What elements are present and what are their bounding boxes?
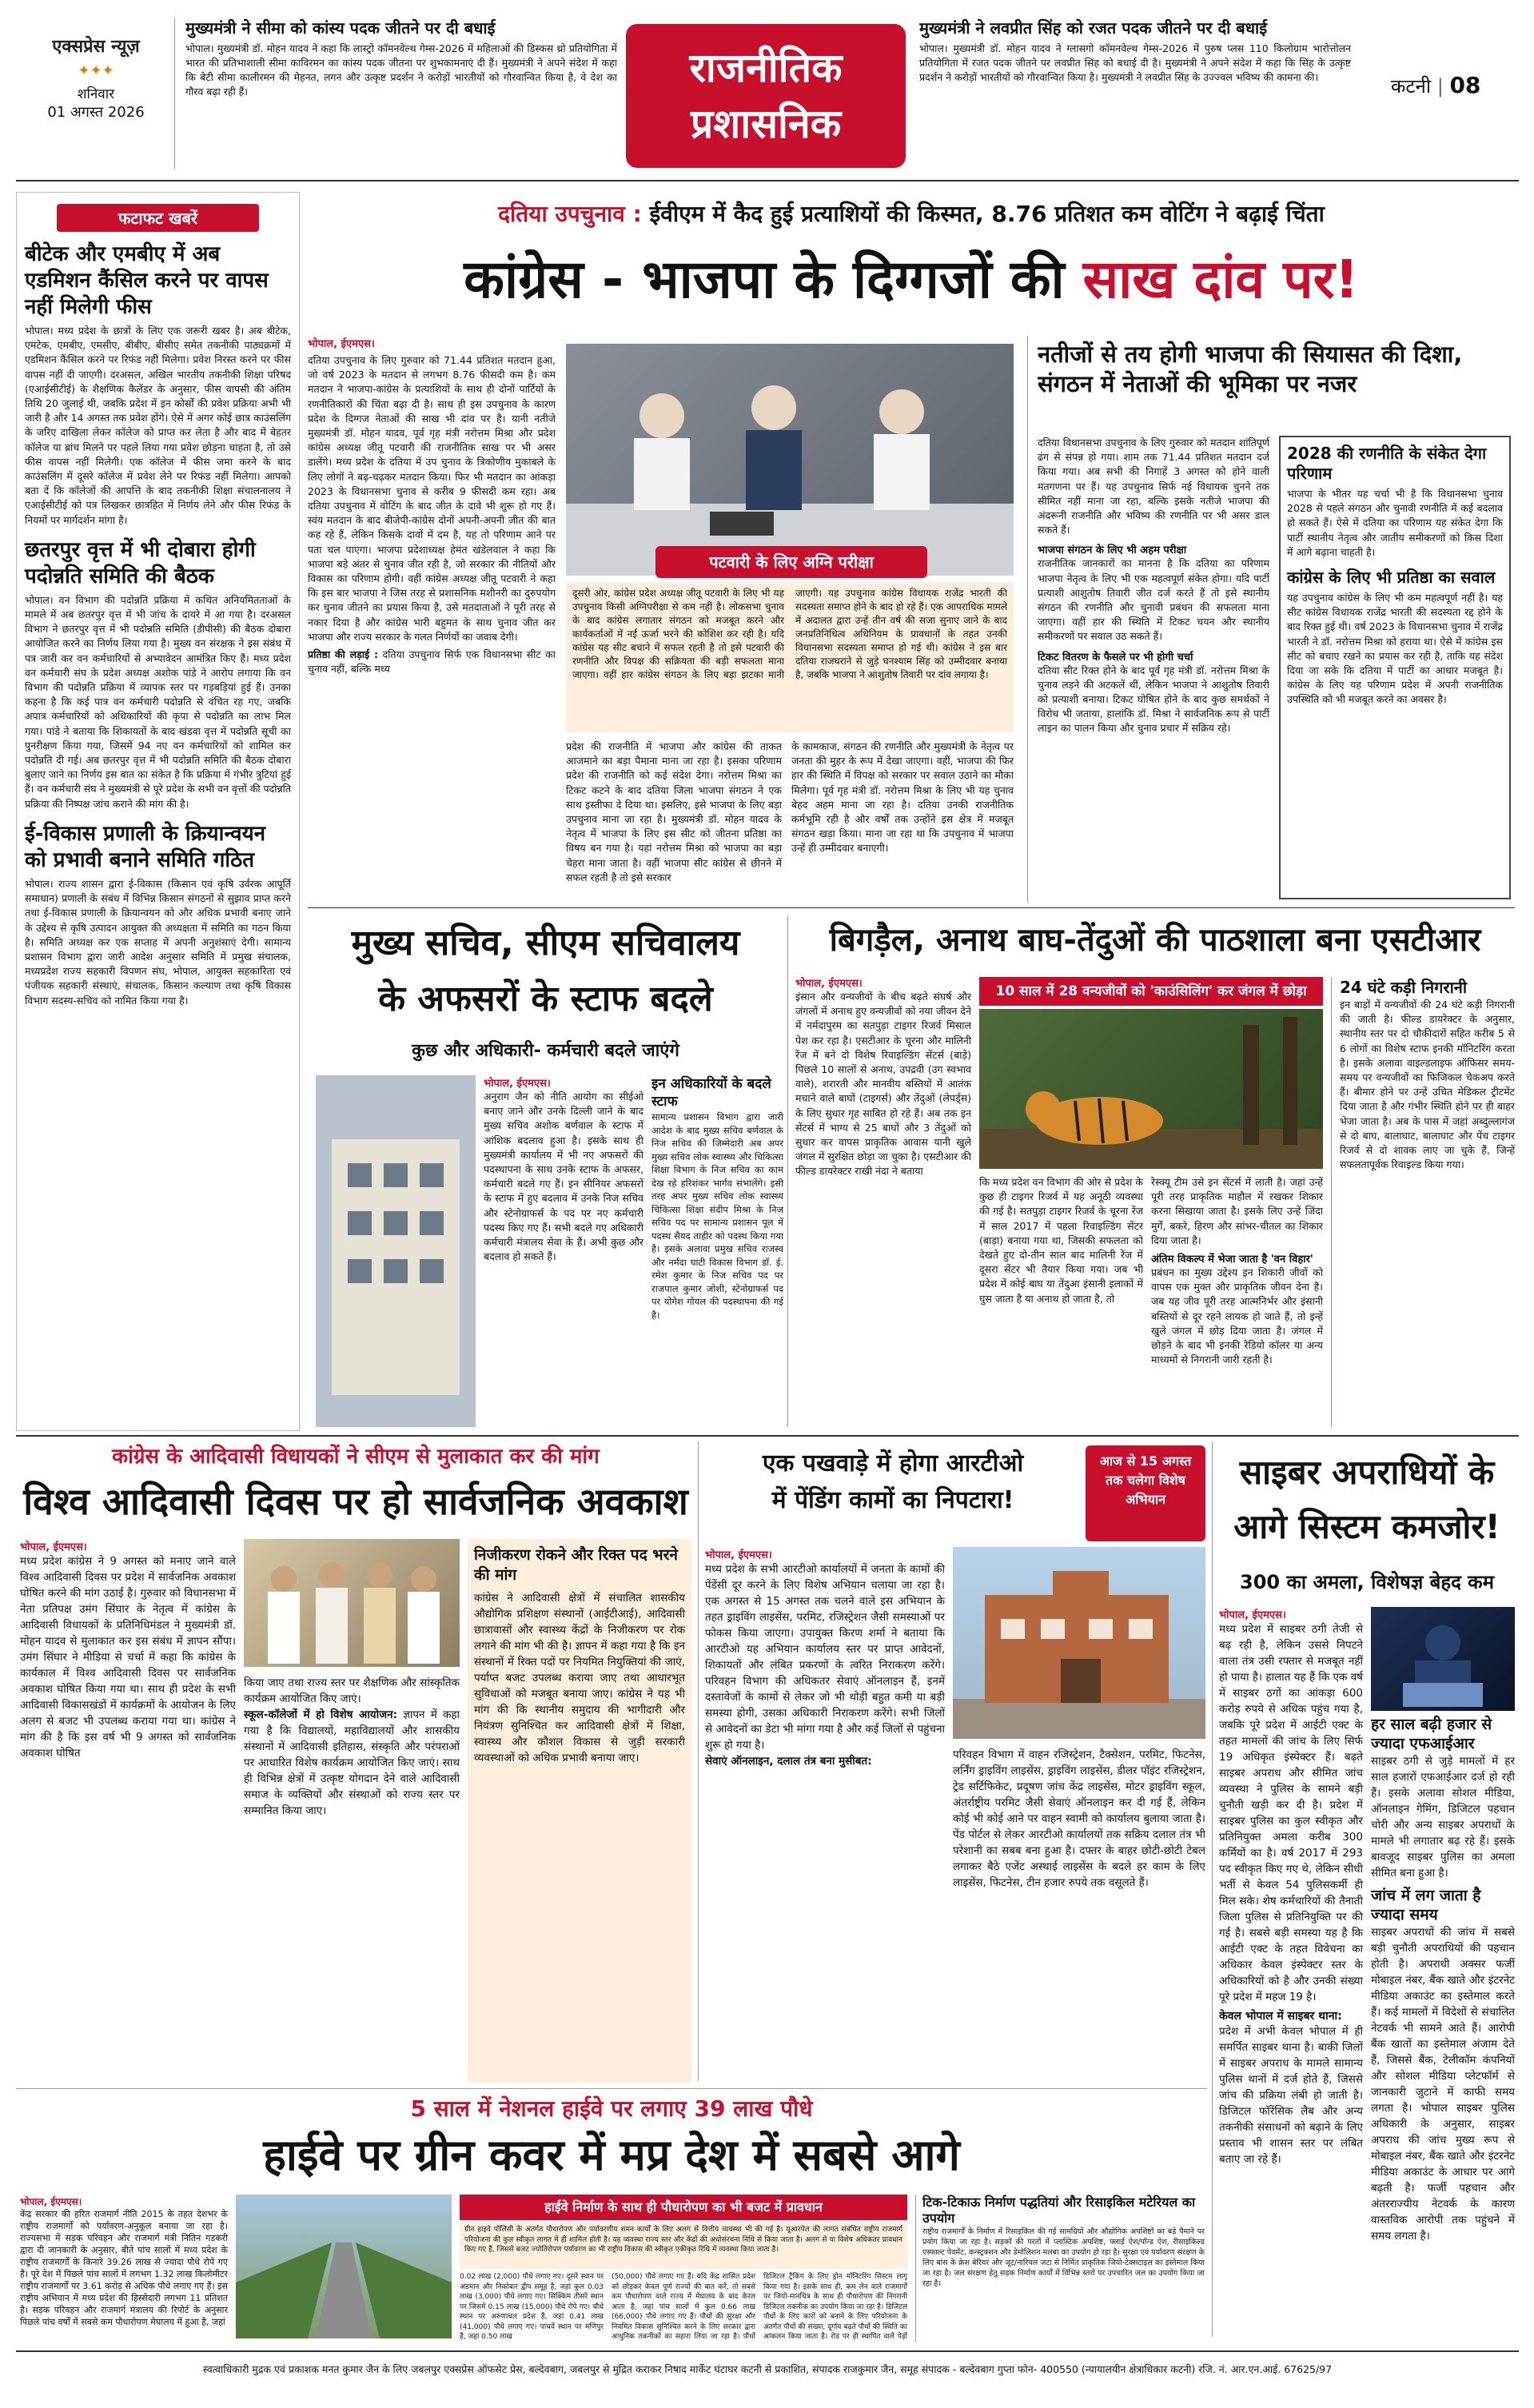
rto-text-1: मध्य प्रदेश के सभी आरटीओ कार्यालयों में जनता के कामों की पेंडेंसी दूर करने के लिए विशेष अभियान चलाया जा रहा है। एक अगस्त से 15 अगस्त तक चलने वाले इस अभियान के तहत ड्राइविंग लाइसेंस, परमिट, रजिस्ट्रेशन जैसी समस्याओं पर फोकस किया जाएगा। उपायुक्त किरण शर्मा ने बताया कि आरटीओ यह अभियान कार्यालय स्तर पर प्राप्त आवेदनों, शिकायतों और लंबित प्रकरणों के त्वरित निराकरण करेंगे। परिवहन विभाग की अधिकतर सेवाएं ऑनलाइन हैं, इनमें दस्तावेजों के कामों से लेकर जो भी थोड़ी बहुत कमी या बड़ी समस्या होगी, उसका अधिकारी निराकरण करेंगे। सभी जिलों से आवेदनों का डेटा भी मांगा गया है और कई जिलों से पहुंचना शुरू हो गया है। <box>705 1563 945 1752</box>
tribal-dateline: भोपाल, ईएमएस। <box>20 1541 87 1553</box>
brand-ornament: ✦✦✦ <box>78 62 114 79</box>
analysis-text-3: दतिया सीट रिक्त होने के बाद पूर्व गृह मंत्री डॉ. नरोत्तम मिश्रा के चुनाव लड़ने की अटकलें थीं, लेकिन भाजपा ने आशुतोष तिवारी को प्रत्याशी बनाया। टिकट घोषित होने के बाद कुछ समर्थकों ने विरोध भी जताया, हालांकि डॉ. मिश्रा ने सार्वजनिक रूप से पार्टी लाइन का पालन किया और चुनाव प्रचार में सक्रिय रहे। <box>1038 664 1269 735</box>
lead-subhead: प्रतिष्ठा की लड़ाई : <box>308 648 378 661</box>
highway-box-2-text: राष्ट्रीय राजमार्गों के निर्माण में रिसाइकिल की गई सामग्रियों और औद्योगिक अपशिष्टों का बड़े पैमाने पर प्रयोग किया जा रहा है। सड़कों की परतों में प्लास्टिक अपशिष्ट, फ्लाई ऐश/पॉन्ड ऐश, रीसाइकिल्ड एस्फाल्ट पेवमेंट, कन्स्ट्रक्शन और डेमोलिशन मलबा का उपयोग हो रहा है। सुरक्षा एवं पर्यावरण संरक्षण के लिए बांस के क्रेश बेरियर और जूट/नारियल जटा से निर्मित प्राकृतिक जियो-टेक्सटाइल का इस्तेमाल किया जा रहा है। जल संरक्षण हेतु सड़क निर्माण कार्यों में विभिन्न स्तरों पर उपचारित जल का उपयोग किया जा रहा है। <box>922 2227 1205 2288</box>
highway-dateline: भोपाल, ईएमएस। <box>20 2196 82 2207</box>
highway-text-1: केंद्र सरकार की हरित राजमार्ग नीति 2015 के तहत देशभर के राष्ट्रीय राजमार्गों को पर्यावरण-अनुकूल बनाया जा रहा है। राज्यसभा में सड़क परिवहन और राजमार्ग मंत्री नितिन गडकरी द्वारा दी जानकारी के अनुसार, बीते पांच सालों में मध्य प्रदेश के राष्ट्रीय राजमार्गों के किनारे 39.26 लाख से ज्यादा पौधे रोपे गए हैं। पूरे देश में पिछले पांच सालों में लगभग 1.32 लाख किलोमीटर राष्ट्रीय राजमार्गों पर 3.61 करोड़ से अधिक पौधे लगाए गए हैं। इस राष्ट्रीय अभियान में मध्य प्रदेश की हिस्सेदारी लगभग 11 प्रतिशत है। सड़क परिवहन और राजमार्ग मंत्रालय की रिपोर्ट के अनुसार पिछले पांच वर्षों में सबसे कम पौधारोपण मेघालय में हुआ है, जहां <box>20 2209 228 2327</box>
highway-photo <box>236 2195 452 2338</box>
analysis-box <box>1279 436 1511 899</box>
rto-badge: आज से 15 अगस्त तक चलेगा विशेष अभियान <box>1086 1445 1205 1541</box>
cyber-text-1: मध्य प्रदेश में साइबर ठगी तेजी से बढ़ रही है, लेकिन उससे निपटने वाला तंत्र उसी रफ्तार से मजबूत नहीं हो पाया है। हालात यह हैं कि एक वर्ष में साइबर ठगों का आंकड़ा 600 करोड़ रुपये से अधिक पहुंच गया है, जबकि पूरे प्रदेश में आईटी एक्ट के तहत मामलों की जांच के लिए सिर्फ 19 अधिकृत इंस्पेक्टर हैं। बढ़ते साइबर अपराध और सीमित जांच व्यवस्था ने पुलिस के सामने बड़ी चुनौती खड़ी कर दी है। प्रदेश में साइबर पुलिस का कुल स्वीकृत और प्रतिनियुक्त अमला करीब 300 कर्मियों का है। वर्ष 2017 में 293 पद स्वीकृत किए गए थे, लेकिन सीधी भर्ती से केवल 54 पुलिसकर्मी ही मिल सके। शेष कर्मचारियों की तैनाती जिला पुलिस से प्रतिनियुक्ति पर की गई है। सबसे बड़ी समस्या यह है कि आईटी एक्ट के तहत विवेचना का अधिकार केवल इंस्पेक्टर स्तर के अधिकारियों को है और उनकी संख्या पूरे प्रदेश में महज 19 है। <box>1219 1623 1363 2003</box>
tribal-subhead: स्कूल-कॉलेजों में हो विशेष आयोजन: <box>244 1708 398 1721</box>
sidebar-story-3-title: ई-विकास प्रणाली के क्रियान्वयन को प्रभावी बनाने समिति गठित <box>25 821 266 872</box>
cyber-deck: 300 का अमला, विशेषज्ञ बेहद कम <box>1240 1571 1494 1593</box>
page-number: 08 <box>1449 72 1481 98</box>
tiger-text-1: इंसान और वन्यजीवों के बीच बढ़ते संघर्ष और जंगलों में अनाथ हुए वन्यजीवों को नया जीवन देने में नर्मदापुरम का सतपुड़ा टाइगर रिजर्व मिसाल पेश कर रहा है। एसटीआर के चूरना और मालिनी रेंज में बने दो विशेष रिवाइल्डिंग सेंटर्स (बाड़े) पिछले 10 सालों से अनाथ, उपद्रवी (उग स्वभाव वाले), शरारती और मानवीय बस्तियों में आतंक मचाने वाले बाघों (टाइगर्स) और तेंदुओं (लेपर्ड्स) के लिए सुधार गृह साबित हो रहे हैं। अब तक इन सेंटर्स में भाग्य से 25 बाघों और 3 तेंदुओं को सुधार कर वापस प्राकृतिक आवास यानी खुले जंगल में सुरक्षित छोड़ा जा चुका है। एसटीआर की फील्ड डायरेक्टर राखी नंदा ने बताया <box>795 991 971 1178</box>
lead-dateline: भोपाल, ईएमएस। <box>308 338 375 350</box>
lead-kicker-text: ईवीएम में कैद हुई प्रत्याशियों की किस्मत, 8.76 प्रतिशत कम वोटिंग ने बढ़ाई चिंता <box>649 201 1325 227</box>
secretariat-building-illustration <box>316 1075 476 1427</box>
section-line-1: राजनीतिक <box>689 45 843 91</box>
masthead-right-title: मुख्यमंत्री ने लवप्रीत सिंह को रजत पदक जीतने पर दी बधाई <box>919 18 1268 38</box>
highway-illustration <box>236 2195 452 2338</box>
tiger-sidebox-text: इन बाड़ों में वन्यजीवों की 24 घंटे कड़ी निगरानी की जाती है। फील्ड डायरेक्टर के अनुसार, स्थानीय स्तर पर दो चौकीदारों सहित करीब 5 से 6 लोगों का विशेष स्टाफ इनकी मॉनिटरिंग करता है। इसके अलावा वाइल्डलाइफ ऑफिसर समय-समय पर वन्यजीवों का फिजिकल चेकअप करते हैं। बीमार होने पर उन्हें उचित मेडिकल ट्रीटमेंट दिया जाता है और गंभीर स्थिति होने पर ही बाहर भेजा जाता है। अब के पास में जहां अब्दुल्लागंज से दो बाघ, बालाघाट, बालाघाट और पेंच टाइगर रिजर्व से दो शावक लाए जा चुके हैं, जिन्हें सफलतापूर्वक रिवाइल्ड किया गया। <box>1340 999 1515 1171</box>
highway-column-1 <box>20 2195 228 2342</box>
masthead-left-text: भोपाल। मुख्यमंत्री डॉ. मोहन यादव ने कहा कि लास्ट्रो कॉमनवेल्थ गेम्स-2026 में महिलाओं की डिस्कस थ्रो प्रतियोगिता में भारत की प्रतिभाशाली सीमा काविरमन का कांस्य पदक जीतना पर शुभकामनाएं दी हैं। मुख्यमंत्री ने अपने संदेश में कहा कि बेटी सीमा कालीरमन की मेहनत, लगन और उत्कृष्ट प्रदर्शन ने करोड़ों भारतीयों को गौरवान्वित किया है, वे देश का गौरव बढ़ा रही हैं। <box>185 42 617 98</box>
tiger-subhead: अंतिम विकल्प में भेजा जाता है 'वन विहार' <box>1151 1254 1313 1266</box>
tiger-column-3 <box>1151 1175 1323 1427</box>
lead-column-1-text: दतिया उपचुनाव के लिए गुरुवार को 71.44 प्रतिशत मतदान हुआ, जो वर्ष 2023 के मतदान से लगभग 8.76 फीसदी कम है। कम मतदान ने भाजपा-कांग्रेस के प्रत्याशियों के साथ ही दोनों पार्टियों के रणनीतिकारों की चिंता बढ़ा दी है। साथ ही इस उपचुनाव के कारण प्रदेश के दिग्गज नेताओं की साख भी दांव पर है। यानी नतीजे मुख्यमंत्री डॉ. मोहन यादव, पूर्व गृह मंत्री नरोत्तम मिश्रा और प्रदेश कांग्रेस अध्यक्ष जीतू पटवारी की राजनीतिक साख पर भी असर डालेंगे। मध्य प्रदेश के दतिया में उप चुनाव के त्रिकोणीय मुकाबले के लिए लोगों ने बढ़-चढ़कर मतदान किया। फिर भी मतदान का आंकड़ा 2023 के विधानसभा चुनाव से करीब 9 फीसदी कम रहा। अब दतिया उपचुनाव में वोटिंग के बाद जीत के दावे भी शुरू हो गए हैं। स्वंय मतदान के बाद बीजेपी-कांग्रेस दोनों अपनी-अपनी जीत की बात कह रहे हैं, लेकिन किसके दावों में दम है, यह तो परिणाम आने पर पता चल पाएगा। भाजपा प्रदेशाध्यक्ष हेमंत खंडेलवाल ने कहा कि भाजपा बड़े अंतर से चुनाव जीत रही है, जो सरकार की नीतियों और विकास का परिणाम होगी। वहीं कांग्रेस अध्यक्ष जीतू पटवारी ने कहा कि इस बार भाजपा ने जिस तरह से प्रशासनिक मशीनरी का दुरुपयोग कर चुनाव जीतने का प्रयास किया है, उसे मतदाताओं ने पूरी तरह से नकार दिया है और कांग्रेस भारी बहुमत के साथ चुनाव जीत कर भाजपा और राज्य सरकार के गलत निर्णयों का जवाब देगी। <box>308 354 556 643</box>
highway-column-4 <box>763 2272 907 2342</box>
masthead-right-text: भोपाल। मुख्यमंत्री डॉ. मोहन यादव ने ग्लासगो कॉमनवेल्थ गेम्स-2026 में पुरुष प्लस 110 किलोग्राम भारोत्तोलन प्रतियोगिता में रजत पदक जीतने पर लवप्रीत सिंह को बधाई दी है। मुख्यमंत्री ने अपने संदेश में कहा कि सिंह के उत्कृष्ट प्रदर्शन ने करोड़ों भारतीयों को गौरवान्वित किया है। मुख्यमंत्री ने लवप्रीत सिंह के उज्ज्वल भविष्य की कामना की। <box>919 42 1351 83</box>
tiger-sidebox <box>1331 977 1515 1427</box>
cyber-column-1 <box>1219 1607 1363 2334</box>
lead-headline <box>304 240 1519 328</box>
staff-dateline: भोपाल, ईएमएस। <box>484 1078 551 1090</box>
rto-dateline: भोपाल, ईएमएस। <box>705 1549 772 1561</box>
section-line-2: प्रशासनिक <box>690 101 842 147</box>
rto-column-2 <box>953 1747 1205 2083</box>
lead-subhead-text: दतिया उपचुनाव सिर्फ एक विधानसभा सीट का चुनाव नहीं, बल्कि मध्य <box>308 648 556 676</box>
sidebar-story-1-text: भोपाल। मध्य प्रदेश के छात्रों के लिए एक जरूरी खबर है। अब बीटेक, एमटेक, एमबीए, एमसीए, बीबीए, बीसीए समेत तकनीकी पाठ्यक्रमों में एडमिशन कैंसिल करने पर रिफंड नहीं मिलेगा। प्रवेश निरस्त करने पर फीस वापस नहीं दी जाएगी। दरअसल, अखिल भारतीय तकनीकी शिक्षा परिषद (एआईसीटीई) के शैक्षणिक कैलेंडर के अनुसार, फीस वापसी की अंतिम तिथि 20 जुलाई थी, जबकि प्रदेश में इन कोर्सों की प्रवेश प्रक्रिया अभी भी जारी है और 14 अगस्त तक प्रवेश होंगे। ऐसे में अगर कोई छात्र काउंसलिंग के जरिए दाखिला लेकर कॉलेज को प्राप्त कर लेता है और बाद में बेहतर कॉलेज या ब्रांच मिलने पर पहले लिया गया प्रवेश छोड़ना चाहता है, तो उसे फीस वापस नहीं मिलेगी। एक कॉलेज में फीस जमा करने के बाद काउंसलिंग में दूसरे कॉलेज में प्रवेश लेने पर रिफंड नहीं मिलेगा। आपको बता दें कि कॉलेजों की आपत्ति के बाद तकनीकी शिक्षा संचालनालय ने एआईसीटीई को पत्र लिखकर छात्रहित में निर्णय लेने और फीस रिफंड के नियमों पर मार्गदर्शन मांगा है। <box>25 325 291 526</box>
highway-headline: हाईवे पर ग्रीन कवर में मप्र देश में सबसे आगे <box>263 2130 960 2180</box>
highway-box-text: ग्रीन हाइवे पॉलिसी के अंतर्गत पौधारोपण और पर्यावरणीय शमन कार्यों के लिए अलग से वित्तीय व्यवस्था भी की गई है। यूआरपेल की लागत संबंधित राष्ट्रीय राजमार्ग परियोजना की कुल स्वीकृत लागत में ही शामिल होती है। यह व्यवस्था राज्य स्तर और केंद्रों की अधोसंरचना निधि से किया जाता है। अलग से या विशेष अधिकतर प्रावधान किए गए हैं, जिससे बजट ज्योतिरोपण पर्यावरण का भी राष्ट्रीय विकास की स्वीकृत एकीकृत रिथि में व्यवस्था किया जाता है। <box>464 2226 902 2254</box>
staff-text-1: अनुराग जैन को नीति आयोग का सीईओ बनाए जाने और उनके दिल्ली जाने के बाद मुख्य सचिव अशोक बर्णवाल के स्टाफ में आंशिक बदलाव हुआ है। इसके साथ ही मुख्यमंत्री कार्यालय में भी नए अफसरों की पदस्थापना के साथ उनके स्टाफ के अफसर, कर्मचारी बदले गए हैं। इन सीनियर अफसरों के स्टाफ में हुए बदलाव में उनके निज सचिव और स्टेनोग्राफर्स के पद पर नए कर्मचारी पदस्थ किए गए हैं। सभी बदले गए अधिकारी कर्मचारी मंत्रालय सेवा के हैं। अभी कुछ और बदलाव हो सकते हैं। <box>484 1090 643 1263</box>
sidebar-story-1-title: बीटेक और एमबीए में अब एडमिशन कैंसिल करने पर वापस नहीं मिलेगी फीस <box>25 242 269 319</box>
cyber-side-subhead: जांच में लग जाता है ज्यादा समय <box>1371 1887 1481 1924</box>
cyber-photo-caption: हर साल बढ़ी हजार से ज्यादा एफआईआर <box>1371 1716 1492 1752</box>
staff-column-1 <box>484 1075 643 1427</box>
analysis-column <box>1038 436 1269 899</box>
lead-photo-illustration <box>566 344 1014 576</box>
cyber-headline: साइबर अपराधियों के आगे सिस्टम कमजोर! <box>1233 1453 1500 1546</box>
highway-box-2-title: टिक-टिकाऊ निर्माण पद्धतियां और रिसाइकिल मटेरियल का उपयोग <box>922 2195 1196 2226</box>
sidebar-label: फटाफट खबरें <box>57 204 259 232</box>
lead-photo-caption: पटवारी के लिए अग्नि परीक्षा <box>655 546 927 578</box>
staff-column-2 <box>651 1075 783 1427</box>
cyber-sidebox <box>1371 1715 1515 2334</box>
highway-box-2 <box>915 2195 1205 2342</box>
lead-column-3 <box>566 740 782 899</box>
analysis-headline: नतीजों से तय होगी भाजपा की सियासत की दिशा, संगठन में नेताओं की भूमिका पर नजर <box>1038 341 1463 397</box>
cyber-text-2: प्रदेश में अभी केवल भोपाल में ही समर्पित साइबर थाना है। बाकी जिलों में साइबर अपराध के मामले सामान्य पुलिस थानों में दर्ज होते हैं, जिससे जांच की प्रक्रिया लंबी हो जाती है। डिजिटल फॉरेंसिक लैब और अन्य तकनीकी संसाधनों को बढ़ाने के लिए प्रस्ताव भी शासन स्तर पर लंबित बताए जा रहे हैं। <box>1219 2025 1363 2166</box>
lead-column-4 <box>791 740 1014 899</box>
analysis-box-subhead: कांग्रेस के लिए भी प्रतिष्ठा का सवाल <box>1287 568 1496 588</box>
rto-photo <box>953 1547 1205 1739</box>
lead-box <box>566 582 1014 732</box>
lead-kicker <box>320 196 1503 236</box>
tiger-dateline: भोपाल, ईएमएस। <box>795 978 863 990</box>
tribal-box <box>468 1539 691 2083</box>
lead-column-3-text: प्रदेश की राजनीति में भाजपा और कांग्रेस की ताकत आजमाने का बड़ा पैमाना माना जा रहा है। इसका परिणाम प्रदेश की राजनीति को कई संदेश देगा। नरोत्तम मिश्रा का टिकट कटने के बाद दतिया जिला भाजपा संगठन ने एक साथ इस्तीफा दे दिया था। इसलिए, इसे भाजपा के लिए बड़ा उपचुनाव माना जा रहा है। मुख्यमंत्री डॉ. मोहन यादव के नेतृत्व में भाजपा के लिए इस सीट को जीतना प्रतिष्ठा का विषय बन गया है। यहां नरोत्तम मिश्रा को भाजपा का बड़ा चेहरा माना जाता है। वहीं भाजपा सीट कांग्रेस से छीनने में सफल रहती है तो इसे सरकार <box>566 740 782 883</box>
highway-text-3: (50,000) पौधे लगाए गए हैं। यदि केंद्र शासित प्रदेश को छोड़कर केवल पूर्ण राज्यों की बात करें, तो सबसे कम पौधारोपण वाले राज्य में मेघालय के बाद केरल आता है, जहां पांच सालों में कुल 0.66 लाख (66,000) पौधे लगाए गए हैं। पौधों की सुरक्षा और नियमित विकास सुनिश्चित करने के लिए सरकार द्वारा आधुनिक तकनीकों का सहारा लिया जा रहा है। पौधों <box>612 2273 755 2341</box>
lead-photo <box>566 344 1014 576</box>
tribal-text-1: मध्य प्रदेश कांग्रेस ने 9 अगस्त को मनाए जाने वाले विश्व आदिवासी दिवस पर प्रदेश में सार्वजनिक अवकाश घोषित करने की मांग उठाई है। गुरुवार को विधानसभा में नेता प्रतिपक्ष उमंग सिंघार के नेतृत्व में कांग्रेस के आदिवासी विधायकों के प्रतिनिधिमंडल ने मुख्यमंत्री डॉ. मोहन यादव से मुलाकात कर इस संबंध में ज्ञापन सौंपा। उमंग सिंघार ने मीडिया से चर्चा में कहा कि कांग्रेस के कार्यकाल में विश्व आदिवासी दिवस पर सार्वजनिक अवकाश घोषित किया गया था। साथ ही प्रदेश के सभी आदिवासी विकासखंडों में कार्यक्रमों के आयोजन के लिए अलग से बजट भी उपलब्ध कराया गया था। कांग्रेस ने मांग की है कि इस वर्ष भी 9 अगस्त को सार्वजनिक अवकाश घोषित <box>20 1555 236 1760</box>
issue-day: शनिवार <box>77 86 115 102</box>
tiger-headline: बिगड़ैल, अनाथ बाघ-तेंदुओं की पाठशाला बना एसटीआर <box>829 922 1481 959</box>
issue-date: 01 अगस्त 2026 <box>47 104 145 121</box>
section-label <box>626 24 906 168</box>
cyber-dateline: भोपाल, ईएमएस। <box>1219 1609 1286 1621</box>
delegation-illustration <box>244 1539 460 1667</box>
rto-headline: एक पखवाड़े में होगा आरटीओ में पेंडिंग कामों का निपटारा! <box>762 1449 1024 1514</box>
rto-text-2: परिवहन विभाग में वाहन रजिस्ट्रेशन, टैक्सेशन, परमिट, फिटनेस, लर्निंग ड्राइविंग लाइसेंस, ड्राइविंग लाइसेंस, डीलर पॉइंट रजिस्ट्रेशन, ट्रेड सर्टिफिकेट, प्रदूषण जांच केंद्र लाइसेंस, मोटर ड्राइविंग स्कूल, अंतर्राष्ट्रीय परमिट जैसी सेवाएं ऑनलाइन कर दी गई हैं, लेकिन कोई भी कोई आने पर वाहन स्वामी को कार्यालय बुलाया जाता है। पेंड पोर्टल से लेकर आरटीओ कार्यालयों तक सक्रिय दलाल तंत्र भी परेशानी का सबब बना हुआ है। दफ्तर के बाहर छोटी-छोटी टेबल लगाकर बैठे एजेंट अस्थाई लाइसेंस के बदले हर काम के लिए लाइसेंस, फिटनेस, टीन हजार रुपये तक वसूलते हैं। <box>953 1748 1205 1889</box>
tiger-sidebox-title: 24 घंटे कड़ी निगरानी <box>1340 978 1468 997</box>
highway-text-2: 0.02 लाख (2,000) पौधे लगाए गए। दूसरे स्थान पर अंडमान और निकोबार द्वीप समूह है, जहां कुल 0.03 लाख (3,000) पौधे लगाए गए। सिक्किम तीसरे स्थान पर जिसमें 0.15 लाख (15,000) पौधे रोपे गए। चौथे स्थान पर अरुणाचल प्रदेश है, जहां 0.41 लाख (41,000) पौधे लगाए गए। पांचवें स्थान पर मणिपुर है, जहां 0.50 लाख <box>460 2273 604 2341</box>
sidebar-story-2-title: छतरपुर वृत्त में भी दोबारा होगी पदोन्नति समिति की बैठक <box>25 537 256 588</box>
staff-text-2: सामान्य प्रशासन विभाग द्वारा जारी आदेश के बाद मुख्य सचिव बर्णवाल के निज सचिव की जिम्मेदारी अब अपर मुख्य सचिव लोक स्वास्थ्य और चिकित्सा शिक्षा विभाग के निज सचिव का काम देख रहे हरिशंकर भार्गव संभालेंगे। इसी तरह अपर मुख्य सचिव लोक स्वास्थ्य चिकित्सा शिक्षा संदीप मिश्रा के निज सचिव पद पर सामान्य प्रशासन पूल में पदस्थ सैयद ताहीर को पदस्थ किया गया है। इसके अलावा प्रमुख सचिव राजस्व और नर्मदा घाटी विकास विभाग डॉ. ई. रमेश कुमार के निज सचिव पद पर राजपाल कुमार जोशी, स्टेनोग्राफर्स पद पर योगेश गोयल की पदस्थापना की गई है। <box>651 1111 783 1321</box>
analysis-box-text: भाजपा के भीतर यह चर्चा भी है कि विधानसभा चुनाव 2028 से पहले संगठन और चुनावी रणनीति में कई बदलाव हो सकते हैं। ऐसे में दतिया का परिणाम यह संकेत देगा कि पार्टी स्थानीय नेतृत्व और जातीय समीकरणों को किस दिशा में आगे बढ़ाना चाहती है। <box>1287 488 1503 558</box>
tiger-text-3: रेस्क्यू टीम उसे इन सेंटर्स में लाती है। जहां उन्हें पूरी तरह प्राकृतिक माहौल में रखकर शिकार करना सिखाया जाता है। इसके लिए उन्हें जिंदा मुर्गे, बकरे, हिरण और सांभर-चीतल का शिकार दिया जाता है। <box>1151 1176 1323 1246</box>
tiger-column-1 <box>795 975 971 1427</box>
imprint-line: स्वत्वाधिकारी मुद्रक एवं प्रकाशक मनत कुमार जैन के लिए जबलपुर एक्सप्रेस ऑफसेट प्रेस, बल्देवबाग, जबलपुर से मुद्रित कराकर निषाद मार्केट घंटाघर कटनी से प्रकाशित, संपादक राजकुमार जैन, समूह संपादक - बल्देवबाग गुप्ता फोन- 400550 (न्यायालयीन क्षेत्राधिकार कटनी) रजि. नं. आर.एन.आई. 67625/97 <box>202 2363 1333 2375</box>
tiger-column-2 <box>979 1175 1143 1427</box>
highway-column-2 <box>460 2272 604 2342</box>
brand-name: एक्सप्रेस न्यूज़ <box>52 37 140 57</box>
tiger-text-4: प्रबंधन का मुख्य उद्देश्य इन शिकारी जीवों को वापस एक मुक्त और प्राकृतिक जीवन देना है। जब यह जीव पूरी तरह आत्मनिर्भर और इंसानी बस्तियों से दूर रहने लायक हो जाते हैं, तो इन्हें खुले जंगल में छोड़ दिया जाता है। जंगल में छोड़ने के बाद भी इनकी रेडियो कॉलर या अन्य माध्यमों से निगरानी जारी रहती है। <box>1151 1266 1323 1366</box>
tribal-text-2: किया जाए तथा राज्य स्तर पर शैक्षणिक और सांस्कृतिक कार्यक्रम आयोजित किए जाएं। <box>244 1676 460 1705</box>
lead-headline-part-1: कांग्रेस - भाजपा के दिग्गजों की <box>464 249 1065 310</box>
cyber-subhead: केवल भोपाल में साइबर थाना: <box>1219 2010 1342 2023</box>
page-meta: कटनी | 08 <box>1391 72 1481 98</box>
tiger-photo <box>979 1009 1323 1169</box>
cyber-photo <box>1371 1607 1515 1711</box>
city-name: कटनी <box>1391 75 1432 98</box>
analysis-subhead-1: भाजपा संगठन के लिए भी अहम परीक्षा <box>1038 544 1187 557</box>
tribal-text-3: ज्ञापन में कहा गया है कि विद्यालयों, महाविद्यालयों और शासकीय संस्थानों में आदिवासी इतिहास, संस्कृति और परंपराओं पर आधारित विशेष कार्यक्रम आयोजित किए जाएं। साथ ही विभिन्न क्षेत्रों में उत्कृष्ट योगदान देने वाले आदिवासी समाज के व्यक्तियों और संस्थाओं को राज्य स्तर पर सम्मानित किया जाए। <box>244 1708 460 1817</box>
tiger-text-2: कि मध्य प्रदेश वन विभाग की ओर से प्रदेश के कुछ ही टाइगर रिजर्व में यह अनूठी व्यवस्था की गई है। सतपुड़ा टाइगर रिजर्व के चूरना रेंज में साल 2017 में पहला रिवाइल्डिंग सेंटर (बाड़ा) बनाया गया था, जिसकी सफलता को देखते हुए दो-तीन साल बाद मालिनी रेंज में दूसरा सेंटर भी तैयार किया गया। जब भी प्रदेश में कोई बाघ या तेंदुआ इंसानी इलाकों में घुस जाता है या अनाथ हो जाता है, तो <box>979 1176 1143 1305</box>
staff-deck: कुछ और अधिकारी- कर्मचारी बदले जाएंगे <box>412 1041 679 1061</box>
highway-text-4: डिजिटल ट्रैकिंग के लिए ड्रोन मॉनिटरिंग सिस्टम लागू किया गया है। इसके साथ ही, कम लेन वाले राजमार्गों पर जियो-मानचित्र के साथ ही पौधारोपण की निगरानी डिजिटल तकनीक का उपयोग किया जा रहा है। डिजिटल पौधों के लिए कारों को बनाने के लिए परियोजना के अंतर्गत पौधों की संख्या, दूर्गाव बढ़ते पौधों की स्थिति का आंकलन किया जाता है। रोड पर ही स्थापित वाले पेड़ों <box>763 2273 907 2341</box>
highway-box <box>460 2223 907 2269</box>
tribal-photo <box>244 1539 460 1667</box>
tribal-column-2 <box>244 1675 460 2083</box>
tribal-kicker: कांग्रेस के आदिवासी विधायकों ने सीएम से मुलाकात कर की मांग <box>112 1445 600 1469</box>
lead-kicker-place: दतिया उपचुनाव : <box>498 201 642 227</box>
staff-photo <box>316 1075 476 1427</box>
tribal-box-title: निजीकरण रोकने और रिक्त पद भरने की मांग <box>474 1546 678 1584</box>
rto-column-1 <box>705 1547 945 2083</box>
masthead-brand <box>24 16 168 168</box>
rto-building-illustration <box>953 1547 1205 1739</box>
cyber-side-text: साइबर ठगी से जुड़े मामलों में हर साल हजारों एफआईआर दर्ज हो रही हैं। इसके अलावा सोशल मीडिया, ऑनलाइन गेमिंग, डिजिटल पहचान चोरी और अन्य साइबर अपराधों के मामले भी लगातार बढ़ रहे हैं। इसके बावजूद साइबर पुलिस का अमला सीमित बना हुआ है। <box>1371 1755 1515 1880</box>
lead-column-4-text: के कामकाज, संगठन की रणनीति और मुख्यमंत्री के नेतृत्व पर जनता की मुहर के रूप में देखा जाएगा। वहीं, भाजपा की फिर हार की स्थिति में विपक्ष को सरकार पर सवाल उठाने का मौका मिलेगा। पूर्व गृह मंत्री डॉ. नरोत्तम मिश्रा के लिए भी यह चुनाव बेहद अहम माना जा रहा है। दतिया उनकी राजनीतिक कर्मभूमि रही है और वर्षों तक उन्होंने इस क्षेत्र में मजबूत संगठन खड़ा किया। माना जा रहा था कि उपचुनाव में भाजपा उन्हें ही उम्मीदवार बनाएगी। <box>791 740 1014 855</box>
sidebar-story-3-text: भोपाल। राज्य शासन द्वारा ई-विकास (किसान एवं कृषि उर्वरक आपूर्ति समाधान) प्रणाली के संबंध में विभिन्न किसान संगठनों से सुझाव प्राप्त करने तथा ई-विकास प्रणाली के क्रियान्वयन को और अधिक प्रभावी बनाए जाने के उद्देश्य से कृषि उत्पादन आयुक्त की अध्यक्षता में समिति का गठन किया है। समिति अध्यक्ष कर एक सप्ताह में अपनी अनुशंसाएं देगी। सामान्य प्रशासन विभाग द्वारा जारी आदेश अनुसार समिति में प्रमुख संचालक, मध्यप्रदेश राज्य सहकारी विपणन संघ, भोपाल, आयुक्त सहकारिता एवं पंजीयक सहकारी संस्थाएं, संचालक, किसान कल्याण तथा कृषि विकास विभाग सदस्य-सचिव को नामित किया गया है। <box>25 877 291 1007</box>
lead-headline-part-2: साख दांव पर! <box>1082 249 1359 310</box>
staff-subhead: इन अधिकारियों के बदले स्टाफ <box>651 1076 771 1110</box>
masthead-left-title: मुख्यमंत्री ने सीमा को कांस्य पदक जीतने पर दी बधाई <box>185 18 496 38</box>
lead-box-text: दूसरी ओर, कांग्रेस प्रदेश अध्यक्ष जीतू पटवारी के लिए भी यह उपचुनाव किसी अग्निपरीक्षा से कम नहीं है। लोकसभा चुनाव के बाद कांग्रेस लगातार संगठन को मजबूत करने और कार्यकर्ताओं में नई ऊर्जा भरने की कोशिश कर रही है। यदि कांग्रेस यह सीट बचाने में सफल रहती है तो इसे पटवारी की रणनीति और विपक्ष की सक्रियता की बड़ी सफलता माना जाएगा। वहीं हार कांग्रेस संगठन के लिए बड़ा झटका मानी जाएगी। यह उपचुनाव कांग्रेस विधायक राजेंद्र भारती की सदस्यता समाप्त होने के बाद हो रहे हैं। एक आपराधिक मामले में अदालत द्वारा उन्हें तीन वर्ष की सजा सुनाए जाने के बाद जनप्रतिनिधित्व अधिनियम के प्रावधानों के तहत उनकी विधानसभा सदस्यता समाप्त हो गई थी। कांग्रेस ने इस बार दतिया राजघराने से जुड़े घनश्याम सिंह को उम्मीदवार बनाया है, जबकि भाजपा ने आशुतोष तिवारी पर दांव लगाया है। <box>572 588 1007 680</box>
tribal-headline: विश्व आदिवासी दिवस पर हो सार्वजनिक अवकाश <box>23 1480 688 1523</box>
masthead-right-news <box>919 18 1351 169</box>
sidebar-story-2-text: भोपाल। वन विभाग की पदोन्नति प्रक्रिया में कथित अनियमितताओं के मामले में अब छतरपुर वृत्त में भी जांच के दायरे में आ गया है। दरअसल विभाग ने छतरपुर वृत्त में भी पदोन्नति समिति (डीपीसी) की बैठक दोबारा आयोजित करने का निर्णय लिया गया है। मुख्य वन संरक्षक ने इस संबंध में पत्र जारी कर वन कर्मचारियों से अभ्यावेदन आमंत्रित किए हैं। मध्य प्रदेश वन कर्मचारी संघ के प्रदेश अध्यक्ष अशोक पांडे ने आरोप लगाया कि वन विभाग की पदोन्नति प्रक्रिया में व्यापक स्तर पर गड़बड़ियां हुई हैं। उनका कहना है कि कई पात्र वन कर्मचारी पदोन्नति से वंचित रह गए, जबकि अपात्र कर्मचारियों को अधिकारियों की कृपा से पदोन्नति का लाभ मिल गया। पांडे ने बताया कि शिकायतों के बाद खंडवा वृत्त में पदोन्नति सूची का पुनरीक्षण किया गया, जिसमें 94 नए वन कर्मचारियों को शामिल कर पदोन्नति दी गई। अब छतरपुर वृत्त में भी पदोन्नति समिति की बैठक दोबारा बुलाए जाने का निर्णय इस बात का संकेत है कि प्रक्रिया में गंभीर त्रुटियां हुई हैं। वन कर्मचारी संघ ने मुख्यमंत्री से पूरे प्रदेश के सभी वन वृत्तों की पदोन्नति प्रक्रिया की निष्पक्ष जांच कराने की मांग की है। <box>25 593 291 810</box>
tiger-banner: 10 साल में 28 वन्यजीवों को 'काउंसिलिंग' कर जंगल में छोड़ा <box>979 977 1323 1006</box>
highway-kicker: 5 साल में नेशनल हाईवे पर लगाए 39 लाख पौधे <box>410 2095 813 2122</box>
highway-column-3 <box>612 2272 755 2342</box>
analysis-text-1: दतिया विधानसभा उपचुनाव के लिए गुरुवार को मतदान शांतिपूर्ण ढंग से संपन्न हो गया। शाम तक 71.44 प्रतिशत मतदान दर्ज किया गया। अब सभी की निगाहें 3 अगस्त को होने वाली मतगणना पर हैं। यह उपचुनाव सिर्फ नई विधायक चुनने तक सीमित नहीं माना जा रहा, बल्कि इसके नतीजे भाजपा की अंदरूनी राजनीति और भविष्य की रणनीति पर भी असर डाल सकते हैं। <box>1038 437 1269 536</box>
highway-banner: हाईवे निर्माण के साथ ही पौधारोपण का भी बजट में प्रावधान <box>460 2195 907 2220</box>
analysis-box-subtext: यह उपचुनाव कांग्रेस के लिए भी कम महत्वपूर्ण नहीं है। यह सीट कांग्रेस विधायक राजेंद्र भारती की सदस्यता रद्द होने के बाद रिक्त हुई थी। वर्ष 2023 के विधानसभा चुनाव में राजेंद्र भारती ने डॉ. नरोत्तम मिश्रा को हराया था। ऐसे में कांग्रेस इस सीट को बचाए रखने का प्रयास कर रही है, ताकि यह संदेश दिया जा सके कि दतिया में पार्टी का आधार मजबूत है। कांग्रेस के लिए यह परिणाम प्रदेश में अपनी राजनीतिक उपस्थिति को भी मजबूत करने का अवसर है। <box>1287 592 1503 706</box>
rto-subhead: सेवाएं ऑनलाइन, दलाल तंत्र बना मुसीबत: <box>705 1755 872 1768</box>
masthead-left-news <box>185 18 617 169</box>
analysis-box-title: 2028 की रणनीति के संकेत देगा परिणाम <box>1287 444 1487 483</box>
analysis-subhead-2: टिकट वितरण के फैसले पर भी होगी चर्चा <box>1038 651 1193 664</box>
analysis-text-2: राजनीतिक जानकारों का मानना है कि दतिया का परिणाम भाजपा नेतृत्व के लिए भी एक महत्वपूर्ण संकेत होगा। यदि पार्टी प्रत्याशी आशुतोष तिवारी जीत दर्ज करते हैं तो इसे स्थानीय संगठन की रणनीति और चुनावी प्रबंधन की सफलता माना जाएगा। वहीं हार की स्थिति में टिकट चयन और स्थानीय समीकरणों पर सवाल उठ सकते हैं। <box>1038 557 1269 643</box>
tribal-box-text: कांग्रेस ने आदिवासी क्षेत्रों में संचालित शासकीय औद्योगिक प्रशिक्षण संस्थानों (आईटीआई), आदिवासी छात्रावासों और स्वास्थ्य केंद्रों के निजीकरण पर रोक लगाने की मांग भी की है। ज्ञापन में कहा गया है कि इन संस्थानों में रिक्त पदों पर नियमित नियुक्तियां की जाएं, पर्याप्त बजट उपलब्ध कराया जाए तथा आधारभूत सुविधाओं को मजबूत बनाया जाए। कांग्रेस ने यह भी मांग की कि स्थानीय समुदाय की भागीदारी और नियंत्रण सुनिश्चित कर आदिवासी क्षेत्रों में शिक्षा, स्वास्थ्य और कौशल विकास से जुड़ी सरकारी व्यवस्थाओं को अधिक प्रभावी बनाया जाए। <box>474 1592 685 1764</box>
tribal-column-1 <box>20 1539 236 2083</box>
cyber-side-subtext: साइबर अपराधों की जांच में सबसे बड़ी चुनौती अपराधियों की पहचान होती है। अपराधी अक्सर फर्जी मोबाइल नंबर, बैंक खाते और इंटरनेट मीडिया अकाउंट का इस्तेमाल करते हैं। कई मामलों में विदेशों से संचालित नेटवर्क भी सामने आते हैं। आरोपी बैंक खातों का इस्तेमाल अंजाम देते हैं, जिससे बैंक, टेलीकॉम कंपनियों और सोशल मीडिया प्लेटफॉर्म से जानकारी जुटाने में काफी समय लगता है। भोपाल साइबर पुलिस अधिकारी के अनुसार, साइबर अपराध की जांच मुख्य रूप से मोबाइल नंबर, बैंक खाते और इंटरनेट मीडिया अकाउंट के आधार पर आगे बढ़ती है। फर्जी पहचान और अंतरराज्यीय नेटवर्क के कारण वास्तविक आरोपी तक पहुंचने में समय लगता है। <box>1371 1926 1515 2243</box>
hacker-illustration <box>1371 1607 1515 1711</box>
staff-headline: मुख्य सचिव, सीएम सचिवालय के अफसरों के स्टाफ बदले <box>351 923 740 1019</box>
sidebar <box>16 192 300 1431</box>
tiger-illustration <box>979 1009 1323 1169</box>
